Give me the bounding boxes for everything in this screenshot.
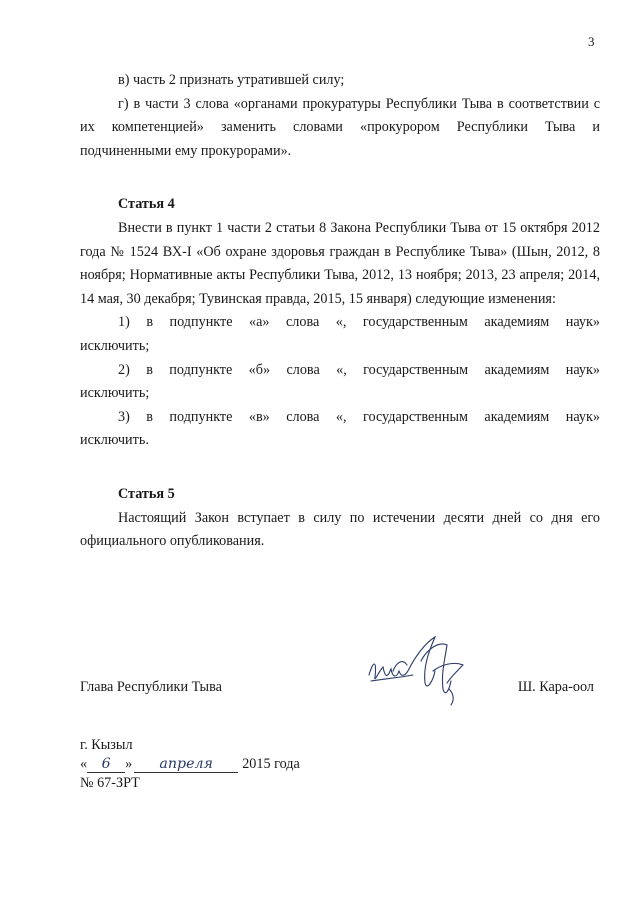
page-number: 3: [588, 34, 595, 49]
article-5-heading: Статья 5: [118, 485, 175, 502]
paragraph-item-g: г) в части 3 слова «органами прокуратуры Республики Тыва в соответствии с их компетенцией» заменить словами «прокурором Республики Тыва и подчиненными ему прокурорами».: [80, 95, 600, 159]
law-number: № 67-ЗРТ: [80, 775, 140, 791]
date-day-handwritten: 6: [87, 756, 125, 773]
signatory-name: Ш. Кара-оол: [517, 679, 594, 695]
date-year: 2015 года: [242, 756, 300, 772]
article-4-intro: Внести в пункт 1 части 2 статьи 8 Закона Республики Тыва от 15 октября 2012 года № 1524 ВХ-I «Об охране здоровья граждан в Республике Тыва» (Шын, 2012, 8 ноября; Нормативные акты Республики Тыва, 2012, 13 ноября; 2013, 23 апреля; 2014, 14 мая, 30 декабря; Тувинская правда, 2015, 15 января) следующие изменения:: [80, 219, 600, 307]
article-4-item-1-line1: 1) в подпункте «а» слова «, государственным академиям наук»: [118, 314, 600, 331]
date-month-handwritten: апреля: [134, 756, 238, 773]
article-4-heading: Статья 4: [118, 196, 175, 213]
adoption-date: [80, 755, 300, 774]
article-4-item-3-line1: 3) в подпункте «в» слова «, государственным академиям наук»: [118, 408, 600, 425]
date-close-quote: »: [125, 756, 133, 772]
city: г. Кызыл: [80, 737, 133, 753]
handwritten-signature: [363, 631, 475, 709]
paragraph-item-v: в) часть 2 признать утратившей силу;: [118, 72, 345, 88]
article-4-item-3-line2: исключить.: [80, 432, 149, 449]
article-5-text: Настоящий Закон вступает в силу по истечении десяти дней со дня его официального опубликования.: [80, 509, 600, 550]
document-body: [80, 69, 600, 554]
date-open-quote: «: [80, 756, 88, 772]
article-4-item-1-line2: исключить;: [80, 337, 150, 354]
document-meta: [80, 736, 300, 793]
signatory-position: Глава Республики Тыва: [80, 679, 222, 695]
article-4-item-2-line2: исключить;: [80, 385, 150, 402]
article-4-item-2-line1: 2) в подпункте «б» слова «, государственным академиям наук»: [118, 361, 600, 378]
